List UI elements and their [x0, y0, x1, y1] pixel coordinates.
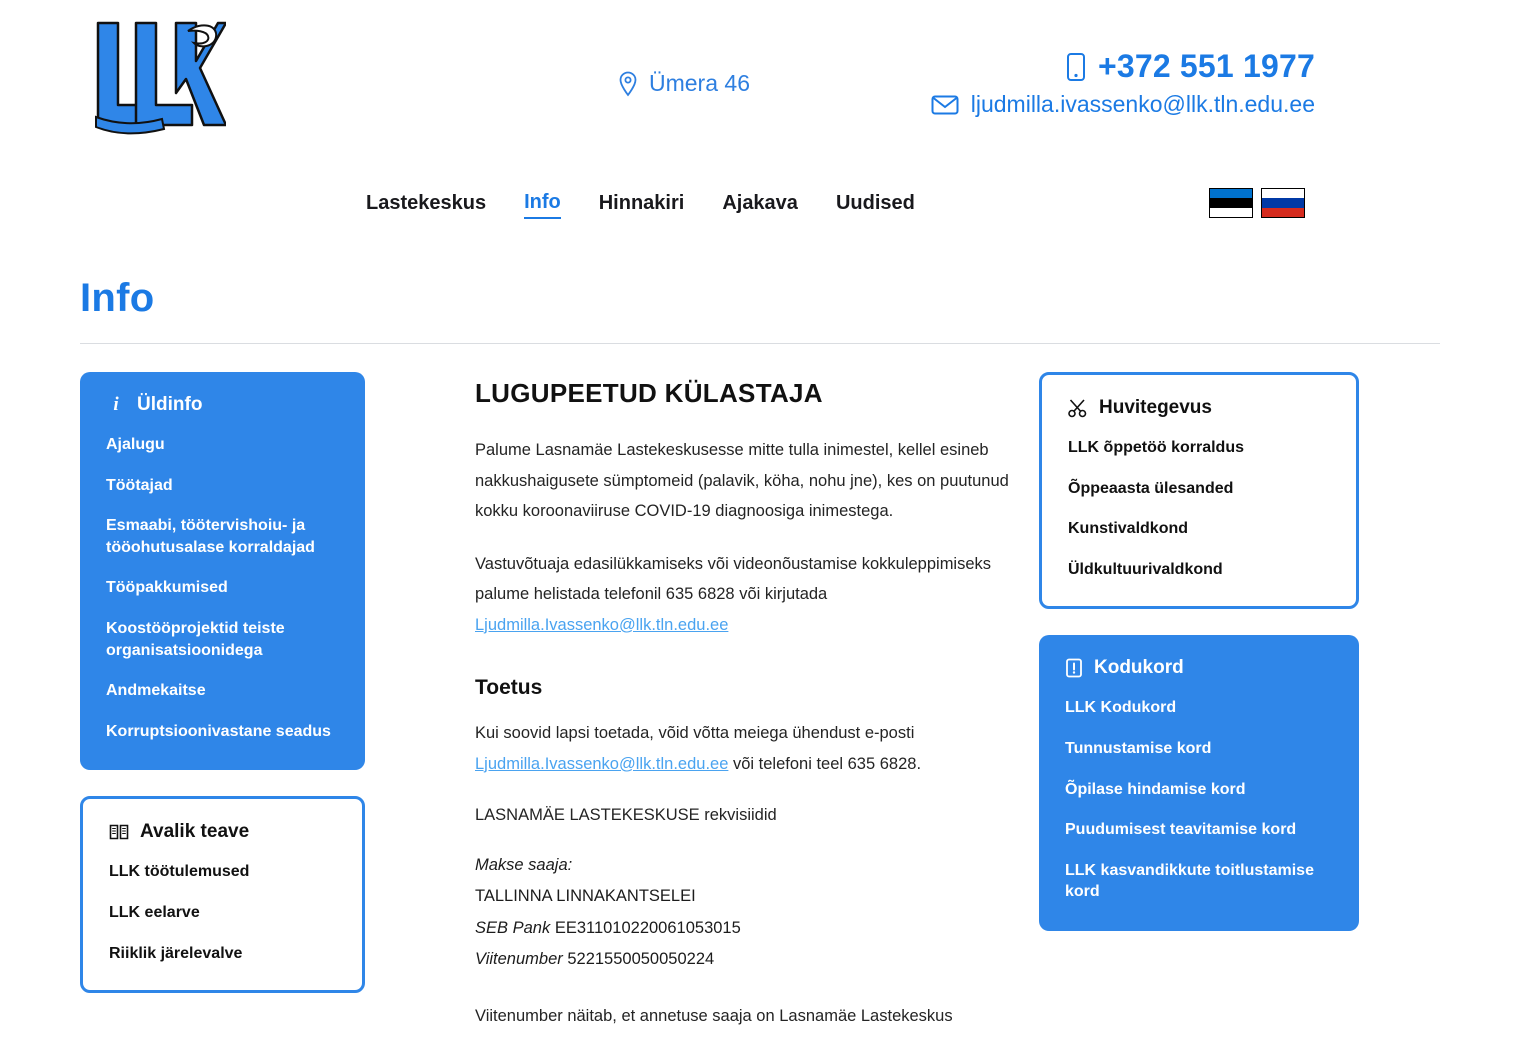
- list-item: [1065, 779, 1333, 801]
- phone-icon: [1066, 52, 1086, 82]
- main-article: [365, 372, 1015, 1039]
- sidebar-item-andmekaitse[interactable]: Andmekaitse: [106, 682, 206, 700]
- list-item: [109, 902, 336, 924]
- list-item: [106, 680, 339, 702]
- bank-account: EE311010220061053015: [554, 918, 741, 937]
- email-link-contact[interactable]: Ljudmilla.Ivassenko@llk.tln.edu.ee: [475, 615, 729, 634]
- sidebar-item-oppeaasta-ulesanded[interactable]: Õppeaasta ülesanded: [1068, 479, 1234, 497]
- list-item: [109, 861, 336, 883]
- payee-name: TALLINNA LINNAKANTSELEI: [475, 887, 696, 906]
- article-paragraph-1: Palume Lasnamäe Lastekeskusesse mitte tulla inimestel, kellel esineb nakkushaigusete sümptomeid (palavik, köha, nohu jne), kes on puutunud kokku koroonaviiruse COVID-19 diagnoosiga inimestega.: [475, 441, 1009, 521]
- exclamation-icon: [1065, 658, 1083, 678]
- email-link-support[interactable]: Ljudmilla.Ivassenko@llk.tln.edu.ee: [475, 754, 729, 773]
- list-item: [106, 515, 339, 558]
- reference-label: Viitenumber: [475, 950, 563, 969]
- support-heading: Toetus: [475, 676, 543, 700]
- header-address[interactable]: [617, 70, 750, 97]
- card-huvitegevus-title: Huvitegevus: [1099, 397, 1212, 418]
- sidebar-item-korruptsioonivastane[interactable]: Korruptsioonivastane seadus: [106, 722, 331, 740]
- sidebar-item-ajalugu[interactable]: Ajalugu: [106, 436, 165, 453]
- language-switcher: [1209, 188, 1305, 218]
- article-paragraph-2-text: Vastuvõtuaja edasilükkamiseks või videonõustamise kokkuleppimiseks palume helistada telefonil 635 6828 või kirjutada: [475, 554, 992, 604]
- sidebar-item-koostooprojektid[interactable]: Koostööprojektid teiste organisatsioonidega: [106, 619, 285, 659]
- sidebar-item-uldkultuurivaldkond[interactable]: Üldkultuurivaldkond: [1068, 560, 1223, 578]
- list-item: [1065, 697, 1333, 719]
- sidebar-item-llk-kodukord[interactable]: LLK Kodukord: [1065, 699, 1177, 717]
- sidebar-item-kunstivaldkond[interactable]: Kunstivaldkond: [1068, 520, 1189, 538]
- sidebar-item-esmaabi[interactable]: Esmaabi, töötervishoiu- ja tööohutusalase korraldajad: [106, 517, 315, 556]
- sidebar-item-llk-tootulemused[interactable]: LLK töötulemused: [109, 863, 250, 881]
- sidebar-item-riiklik-jarelevalve[interactable]: Riiklik järelevalve: [109, 944, 243, 962]
- sidebar-item-oppetoo-korraldus[interactable]: LLK õppetöö korraldus: [1068, 439, 1244, 456]
- list-item: [1068, 518, 1330, 540]
- reference-line: [475, 944, 1015, 975]
- spacer: [80, 770, 365, 796]
- email-text: ljudmilla.ivassenko@llk.tln.edu.ee: [970, 91, 1315, 117]
- nav-item-ajakava[interactable]: Ajakava: [722, 192, 798, 214]
- scissors-icon: [1068, 398, 1088, 418]
- list-item: [106, 475, 339, 497]
- reference-note: Viitenumber näitab, et annetuse saaja on Lasnamäe Lastekeskus: [475, 1007, 953, 1026]
- list-item: [1065, 860, 1333, 903]
- sidebar-item-toitlustamise-kord[interactable]: LLK kasvandikkute toitlustamise kord: [1065, 861, 1314, 901]
- card-kodukord-list: [1065, 697, 1333, 903]
- nav-item-info[interactable]: Info: [524, 191, 561, 219]
- sidebar-item-tunnustamise-kord[interactable]: Tunnustamise kord: [1065, 739, 1212, 757]
- main-navigation: [0, 170, 1520, 240]
- card-kodukord-header: [1065, 657, 1333, 679]
- left-sidebar: [80, 372, 365, 1039]
- address-text: Ümera 46: [649, 70, 750, 96]
- list-item: [1065, 738, 1333, 760]
- nav-item-lastekeskus[interactable]: Lastekeskus: [366, 192, 487, 214]
- page-content: [0, 344, 1520, 1039]
- spacer: [1039, 609, 1359, 635]
- list-item: [106, 434, 339, 456]
- list-item: [106, 618, 339, 661]
- sidebar-item-tootajad[interactable]: Töötajad: [106, 476, 173, 494]
- sidebar-item-opilase-hindamise-kord[interactable]: Õpilase hindamise kord: [1065, 780, 1246, 798]
- card-kodukord: [1039, 635, 1359, 931]
- book-icon: [109, 823, 129, 841]
- header-contacts: [931, 48, 1315, 118]
- list-item: [109, 943, 336, 965]
- sidebar-item-puudumisest-teavitamise-kord[interactable]: Puudumisest teavitamise kord: [1065, 821, 1297, 839]
- list-item: [1068, 478, 1330, 500]
- reference-value: 5221550050050224: [567, 950, 715, 969]
- card-uldinfo-list: [106, 434, 339, 742]
- support-paragraph: [475, 718, 1015, 779]
- card-huvitegevus: [1039, 372, 1359, 609]
- article-heading: LUGUPEETUD KÜLASTAJA: [475, 378, 823, 408]
- site-header: [0, 0, 1520, 170]
- flag-estonia-icon[interactable]: [1209, 188, 1253, 218]
- bank-line: [475, 913, 1015, 944]
- site-logo[interactable]: [76, 8, 226, 148]
- flag-russia-icon[interactable]: [1261, 188, 1305, 218]
- header-email[interactable]: [931, 91, 1315, 118]
- card-huvitegevus-header: [1068, 397, 1330, 419]
- card-avalik-title: Avalik teave: [140, 821, 250, 843]
- header-phone[interactable]: [931, 48, 1315, 85]
- card-uldinfo: [80, 372, 365, 770]
- sidebar-item-llk-eelarve[interactable]: LLK eelarve: [109, 903, 200, 921]
- right-sidebar: [1039, 372, 1359, 1039]
- card-huvitegevus-list: [1068, 437, 1330, 580]
- payee-label: Makse saaja:: [475, 856, 573, 874]
- support-text-before: Kui soovid lapsi toetada, võid võtta meiega ühendust e-posti: [475, 724, 915, 743]
- envelope-icon: [931, 94, 959, 116]
- info-icon: i: [113, 394, 119, 415]
- list-item: [1065, 819, 1333, 841]
- card-uldinfo-title: Üldinfo: [137, 394, 203, 415]
- bank-label: SEB Pank: [475, 918, 551, 937]
- list-item: [106, 721, 339, 743]
- location-pin-icon: [617, 71, 639, 97]
- card-avalik-list: [109, 861, 336, 964]
- list-item: [1068, 437, 1330, 459]
- card-avalik-header: [109, 821, 336, 843]
- list-item: [1068, 559, 1330, 581]
- requisites-heading: LASNAMÄE LASTEKESKUSE rekvisiidid: [475, 806, 777, 825]
- card-kodukord-title: Kodukord: [1094, 657, 1184, 679]
- sidebar-item-toopakkumised[interactable]: Tööpakkumised: [106, 579, 228, 597]
- card-avalik-teave: [80, 796, 365, 993]
- list-item: [106, 577, 339, 599]
- nav-item-uudised[interactable]: Uudised: [835, 192, 915, 214]
- nav-item-hinnakiri[interactable]: Hinnakiri: [598, 192, 685, 214]
- article-paragraph-2: [475, 549, 1015, 641]
- card-uldinfo-header: [106, 394, 339, 416]
- phone-text: +372 551 1977: [1097, 48, 1315, 84]
- page-title: Info: [80, 276, 155, 320]
- support-text-after: või telefoni teel 635 6828.: [728, 754, 922, 773]
- page-title-block: [0, 276, 1520, 344]
